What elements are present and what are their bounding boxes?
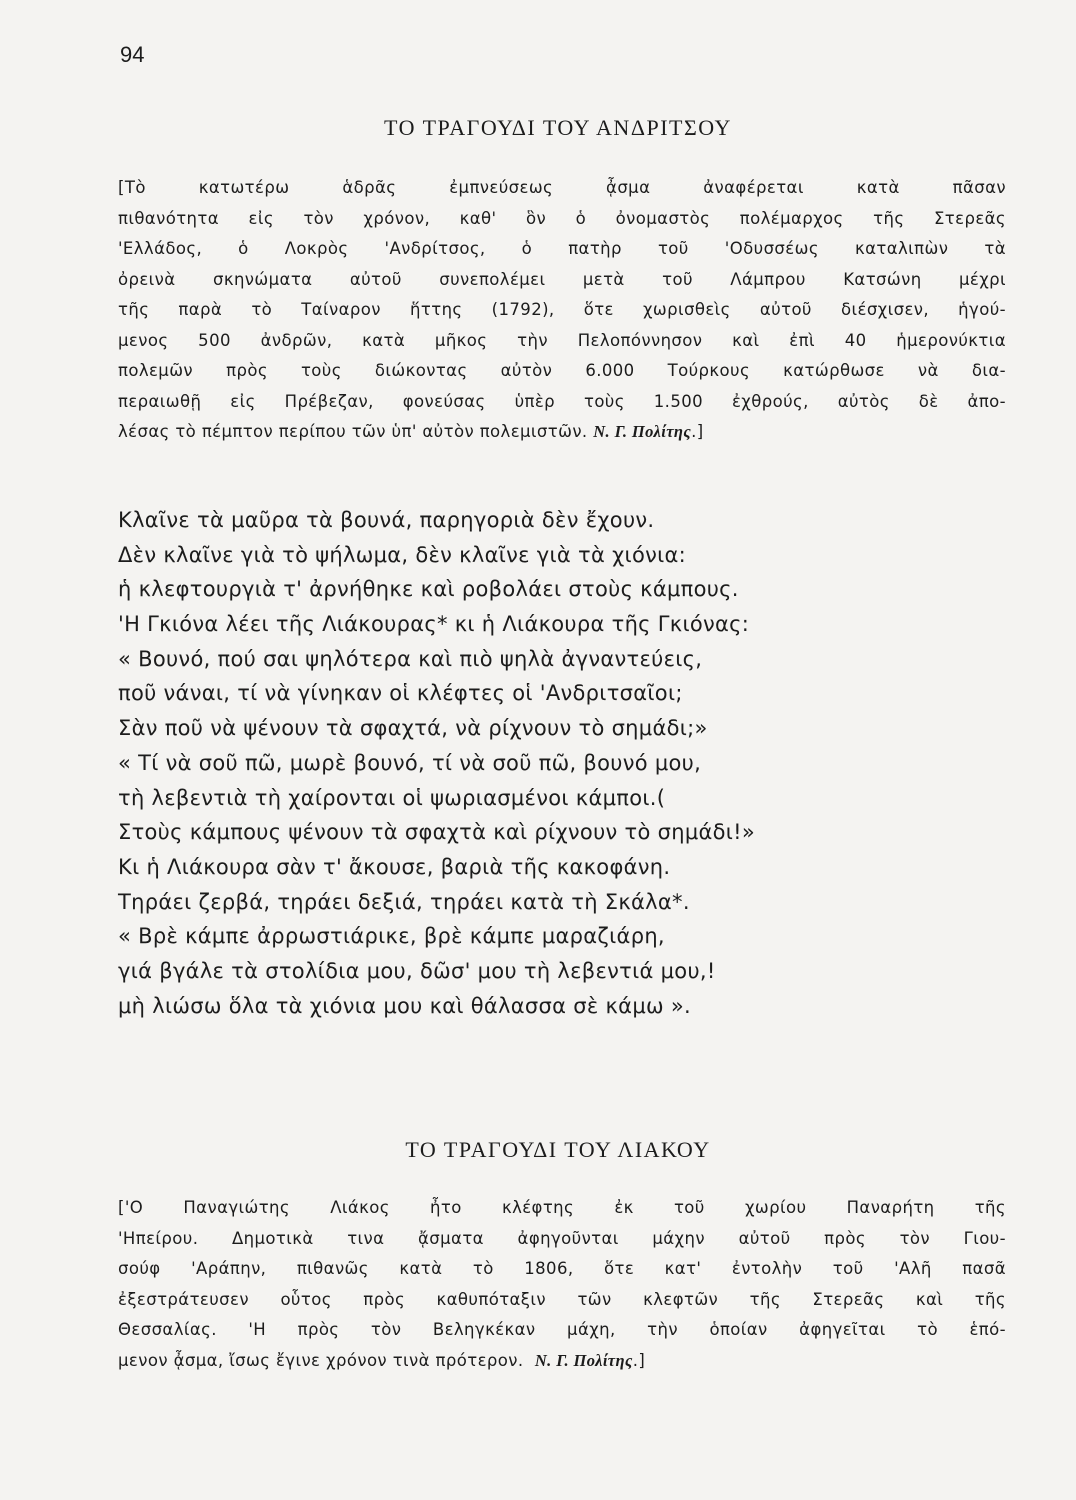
intro-last-text: λέσας τὸ πέμπτον περίπου τῶν ὑπ' αὐτὸν πολεμιστῶν.: [118, 422, 588, 441]
bracket-close: .]: [691, 422, 704, 441]
poem-line: Κι ἡ Λιάκουρα σὰν τ' ἄκουσε, βαριὰ τῆς κακοφάνη.: [118, 854, 671, 879]
poem-line: τὴ λεβεντιὰ τὴ χαίρονται οἱ ψωριασμένοι κάμποι.(: [118, 785, 666, 810]
signature: Ν. Γ. Πολίτης: [593, 422, 692, 441]
intro-line: πιθανότητα εἰς τὸν χρόνον, καθ' ὃν ὁ ὀνομαστὸς πολέμαρχος τῆς Στερεᾶς: [118, 208, 1006, 228]
poem-line: ποῦ νάναι, τί νὰ γίνηκαν οἱ κλέφτες οἱ 'Ανδριτσαῖοι;: [118, 681, 683, 706]
poem-line: Κλαῖνε τὰ μαῦρα τὰ βουνά, παρηγοριὰ δὲν ἔχουν.: [118, 508, 655, 532]
intro-line: περαιωθῇ εἰς Πρέβεζαν, φονεύσας ὑπὲρ τοὺς 1.500 ἐχθρούς, αὐτὸς δὲ ἀπο-: [118, 391, 1006, 411]
bracket-close: .]: [632, 1350, 646, 1370]
intro-line: ['Ο Παναγιώτης Λιάκος ἦτο κλέφτης ἐκ τοῦ χωρίου Παναρήτη τῆς: [118, 1198, 1006, 1217]
intro-last-text: μενον ᾆσμα, ἴσως ἔγινε χρόνον τινὰ πρότερον.: [118, 1350, 524, 1370]
intro-line-last: [118, 1346, 1006, 1377]
poem-line: Τηράει ζερβά, τηράει δεξιά, τηράει κατὰ τὴ Σκάλα*.: [118, 889, 690, 914]
signature: Ν. Γ. Πολίτης: [534, 1350, 633, 1370]
poem-line: « Βρὲ κάμπε ἀρρωστιάρικε, βρὲ κάμπε μαραζιάρη,: [118, 924, 665, 949]
poem-line: γιά βγάλε τὰ στολίδια μου, δῶσ' μου τὴ λεβεντιά μου,!: [118, 958, 716, 983]
poem-line: Δὲν κλαῖνε γιὰ τὸ ψήλωμα, δὲν κλαῖνε γιὰ τὰ χιόνια:: [118, 542, 687, 567]
poem-line: « Τί νὰ σοῦ πῶ, μωρὲ βουνό, τί νὰ σοῦ πῶ, βουνό μου,: [118, 750, 702, 775]
poem-line: Σὰν ποῦ νὰ ψένουν τὰ σφαχτά, νὰ ρίχνουν τὸ σημάδι;»: [118, 716, 708, 741]
intro-liakos: [118, 1193, 1006, 1376]
intro-andritsos: [118, 173, 1006, 448]
intro-line: τῆς παρὰ τὸ Ταίναρον ἥττης (1792), ὅτε χωρισθεὶς αὐτοῦ διέσχισεν, ἡγού-: [118, 300, 1006, 319]
poem-line: ἡ κλεφτουργιὰ τ' ἀρνήθηκε καὶ ροβολάει στοὺς κάμπους.: [118, 577, 739, 602]
intro-line: σούφ 'Αράπην, πιθανῶς κατὰ τὸ 1806, ὅτε κατ' ἐντολὴν τοῦ 'Αλῆ πασᾶ: [118, 1259, 1006, 1278]
intro-line: 'Ελλάδος, ὁ Λοκρὸς 'Ανδρίτσος, ὁ πατὴρ τοῦ 'Οδυσσέως καταλιπὼν τὰ: [118, 239, 1006, 258]
poem: [118, 503, 755, 1023]
poem-line: μὴ λιώσω ὅλα τὰ χιόνια μου καὶ θάλασσα σὲ κάμω ».: [118, 993, 691, 1018]
poem-line: « Βουνό, πού σαι ψηλότερα καὶ πιὸ ψηλὰ ἀγναντεύεις,: [118, 646, 703, 671]
poem-line: 'Η Γκιόνα λέει τῆς Λιάκουρας* κι ἡ Λιάκουρα τῆς Γκιόνας:: [118, 612, 750, 637]
section-title-andritsos: ΤΟ ΤΡΑΓΟΥΔΙ ΤΟΥ ΑΝΔΡΙΤΣΟΥ: [384, 115, 732, 140]
intro-line: πολεμῶν πρὸς τοὺς διώκοντας αὐτὸν 6.000 Τούρκους κατώρθωσε νὰ δια-: [118, 361, 1006, 380]
intro-line: ὀρεινὰ σκηνώματα αὐτοῦ συνεπολέμει μετὰ τοῦ Λάμπρου Κατσώνη μέχρι: [118, 269, 1006, 289]
intro-line: ἐξεστράτευσεν οὗτος πρὸς καθυπόταξιν τῶν κλεφτῶν τῆς Στερεᾶς καὶ τῆς: [118, 1289, 1006, 1309]
intro-line: μενος 500 ἀνδρῶν, κατὰ μῆκος τὴν Πελοπόννησον καὶ ἐπὶ 40 ἡμερονύκτια: [118, 330, 1006, 350]
intro-line: [Τὸ κατωτέρω ἁδρᾶς ἐμπνεύσεως ᾆσμα ἀναφέρεται κατὰ πᾶσαν: [118, 178, 1006, 197]
page-number: 94: [120, 42, 145, 67]
intro-line-last: [118, 417, 1006, 448]
intro-line: 'Ηπείρου. Δημοτικὰ τινα ᾄσματα ἀφηγοῦνται μάχην αὐτοῦ πρὸς τὸν Γιου-: [118, 1228, 1006, 1248]
poem-line: Στοὺς κάμπους ψένουν τὰ σφαχτὰ καὶ ρίχνουν τὸ σημάδι!»: [118, 820, 756, 845]
intro-line: Θεσσαλίας. 'Η πρὸς τὸν Βεληγκέκαν μάχη, τὴν ὁποίαν ἀφηγεῖται τὸ ἑπό-: [118, 1320, 1006, 1339]
section-title-liakos: ΤΟ ΤΡΑΓΟΥΔΙ ΤΟΥ ΛΙΑΚΟΥ: [405, 1137, 711, 1162]
